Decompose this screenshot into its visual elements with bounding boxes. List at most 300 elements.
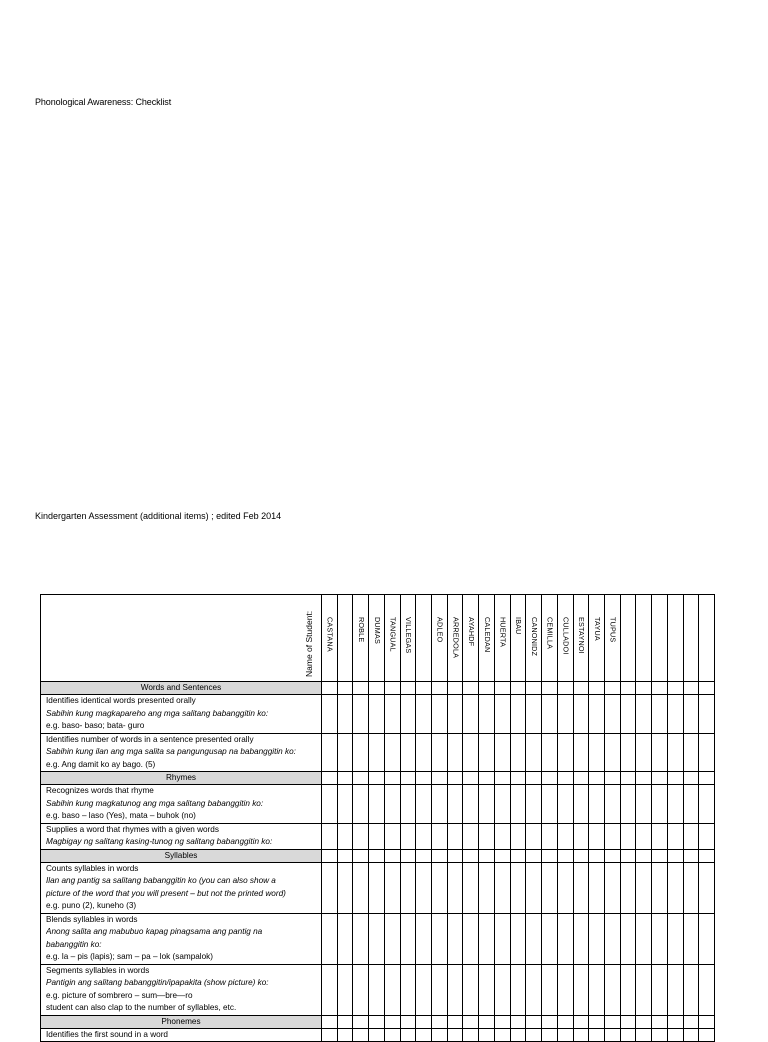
check-cell[interactable] [384, 823, 400, 849]
blank-cell [557, 849, 573, 862]
check-cell[interactable] [573, 913, 589, 964]
blank-cell [526, 1015, 542, 1028]
check-cell[interactable] [400, 913, 416, 964]
check-cell[interactable] [557, 964, 573, 1015]
criterion-text: Supplies a word that rhymes with a given words [46, 824, 219, 834]
student-name: ESTAYNOI [577, 617, 587, 654]
check-cell[interactable] [494, 695, 510, 734]
check-cell[interactable] [620, 785, 636, 824]
blank-cell [322, 682, 338, 695]
student-column-3 [353, 595, 369, 682]
blank-cell [510, 1015, 526, 1028]
blank-cell [604, 772, 620, 785]
check-cell[interactable] [652, 964, 668, 1015]
check-cell[interactable] [683, 964, 699, 1015]
check-cell[interactable] [620, 1028, 636, 1042]
check-cell[interactable] [510, 862, 526, 913]
check-cell[interactable] [667, 1028, 683, 1042]
blank-cell [636, 772, 652, 785]
check-cell[interactable] [369, 964, 385, 1015]
check-cell[interactable] [620, 695, 636, 734]
check-cell[interactable] [322, 695, 338, 734]
check-cell[interactable] [573, 1028, 589, 1042]
criterion-text: e.g. puno (2), kuneho (3) [46, 901, 137, 910]
student-column-25 [699, 595, 715, 682]
check-cell[interactable] [620, 964, 636, 1015]
blank-cell [589, 1015, 605, 1028]
check-cell[interactable] [526, 964, 542, 1015]
check-cell[interactable] [384, 913, 400, 964]
check-cell[interactable] [636, 785, 652, 824]
check-cell[interactable] [636, 823, 652, 849]
check-cell[interactable] [589, 823, 605, 849]
check-cell[interactable] [463, 964, 479, 1015]
check-cell[interactable] [620, 862, 636, 913]
check-cell[interactable] [400, 862, 416, 913]
check-cell[interactable] [447, 785, 463, 824]
check-cell[interactable] [337, 785, 353, 824]
blank-cell [447, 849, 463, 862]
check-cell[interactable] [432, 964, 448, 1015]
check-cell[interactable] [369, 1028, 385, 1042]
check-cell[interactable] [667, 733, 683, 772]
check-cell[interactable] [604, 862, 620, 913]
blank-cell [510, 849, 526, 862]
blank-cell [416, 682, 432, 695]
student-name: DUMAS [372, 617, 382, 644]
check-cell[interactable] [604, 1028, 620, 1042]
check-cell[interactable] [652, 823, 668, 849]
check-cell[interactable] [416, 695, 432, 734]
check-cell[interactable] [494, 733, 510, 772]
check-cell[interactable] [542, 1028, 558, 1042]
check-cell[interactable] [479, 913, 495, 964]
criterion-text: Identifies the first sound in a word [46, 1029, 168, 1039]
blank-cell [683, 1015, 699, 1028]
student-column-12 [494, 595, 510, 682]
check-cell[interactable] [573, 823, 589, 849]
check-cell[interactable] [652, 695, 668, 734]
check-cell[interactable] [353, 695, 369, 734]
check-cell[interactable] [416, 785, 432, 824]
check-cell[interactable] [636, 964, 652, 1015]
blank-cell [463, 849, 479, 862]
check-cell[interactable] [400, 823, 416, 849]
blank-cell [353, 849, 369, 862]
check-cell[interactable] [494, 964, 510, 1015]
student-column-18 [589, 595, 605, 682]
criterion-text: e.g. Ang damit ko ay bago. (5) [46, 759, 156, 769]
blank-cell [447, 1015, 463, 1028]
check-cell[interactable] [432, 913, 448, 964]
check-cell[interactable] [494, 1028, 510, 1042]
tagalog-instruction: babanggitin ko: [46, 939, 102, 949]
check-cell[interactable] [416, 733, 432, 772]
check-cell[interactable] [573, 785, 589, 824]
check-cell[interactable] [636, 1028, 652, 1042]
check-cell[interactable] [400, 733, 416, 772]
section-row [41, 772, 715, 785]
check-cell[interactable] [479, 733, 495, 772]
check-cell[interactable] [463, 862, 479, 913]
check-cell[interactable] [526, 1028, 542, 1042]
check-cell[interactable] [667, 913, 683, 964]
check-cell[interactable] [463, 733, 479, 772]
check-cell[interactable] [447, 1028, 463, 1042]
blank-cell [557, 682, 573, 695]
check-cell[interactable] [573, 862, 589, 913]
blank-cell [620, 682, 636, 695]
check-cell[interactable] [447, 913, 463, 964]
check-cell[interactable] [542, 964, 558, 1015]
check-cell[interactable] [557, 785, 573, 824]
student-header-row [41, 595, 715, 682]
check-cell[interactable] [400, 695, 416, 734]
check-cell[interactable] [542, 862, 558, 913]
check-cell[interactable] [589, 1028, 605, 1042]
criterion-row [41, 964, 715, 1015]
check-cell[interactable] [432, 785, 448, 824]
section-row [41, 1015, 715, 1028]
student-column-5 [384, 595, 400, 682]
criterion-cell [41, 913, 322, 964]
check-cell[interactable] [416, 913, 432, 964]
check-cell[interactable] [447, 964, 463, 1015]
blank-cell [667, 772, 683, 785]
blank-cell [432, 682, 448, 695]
section-heading: Words and Sentences [41, 682, 322, 695]
check-cell[interactable] [683, 823, 699, 849]
check-cell[interactable] [322, 1028, 338, 1042]
check-cell[interactable] [667, 823, 683, 849]
student-name: TAYUA [592, 617, 602, 641]
check-cell[interactable] [369, 695, 385, 734]
blank-cell [620, 849, 636, 862]
blank-cell [432, 1015, 448, 1028]
check-cell[interactable] [447, 733, 463, 772]
blank-cell [416, 849, 432, 862]
check-cell[interactable] [636, 913, 652, 964]
check-cell[interactable] [494, 862, 510, 913]
check-cell[interactable] [573, 964, 589, 1015]
check-cell[interactable] [526, 785, 542, 824]
criterion-text: Segments syllables in words [46, 965, 150, 975]
check-cell[interactable] [479, 695, 495, 734]
criterion-cell [41, 862, 322, 913]
check-cell[interactable] [384, 695, 400, 734]
blank-cell [683, 682, 699, 695]
check-cell[interactable] [479, 862, 495, 913]
blank-cell [557, 772, 573, 785]
blank-cell [494, 682, 510, 695]
check-cell[interactable] [636, 733, 652, 772]
check-cell[interactable] [510, 913, 526, 964]
check-cell[interactable] [620, 733, 636, 772]
check-cell[interactable] [353, 823, 369, 849]
check-cell[interactable] [557, 1028, 573, 1042]
criterion-row [41, 913, 715, 964]
check-cell[interactable] [432, 1028, 448, 1042]
blank-cell [604, 1015, 620, 1028]
blank-cell [494, 1015, 510, 1028]
section-row [41, 682, 715, 695]
student-column-7 [416, 595, 432, 682]
criterion-text: Identifies number of words in a sentence presented orally [46, 734, 254, 744]
check-cell[interactable] [353, 913, 369, 964]
blank-cell [683, 849, 699, 862]
check-cell[interactable] [322, 823, 338, 849]
check-cell[interactable] [557, 823, 573, 849]
student-column-24 [683, 595, 699, 682]
check-cell[interactable] [337, 823, 353, 849]
check-cell[interactable] [463, 823, 479, 849]
check-cell[interactable] [589, 862, 605, 913]
student-column-13 [510, 595, 526, 682]
criterion-text: Recognizes words that rhyme [46, 786, 154, 795]
check-cell[interactable] [604, 695, 620, 734]
blank-cell [447, 682, 463, 695]
check-cell[interactable] [369, 862, 385, 913]
check-cell[interactable] [589, 733, 605, 772]
student-column-23 [667, 595, 683, 682]
check-cell[interactable] [526, 733, 542, 772]
check-cell[interactable] [510, 785, 526, 824]
check-cell[interactable] [699, 823, 715, 849]
check-cell[interactable] [636, 862, 652, 913]
check-cell[interactable] [479, 823, 495, 849]
blank-cell [479, 772, 495, 785]
blank-cell [322, 849, 338, 862]
student-column-1 [322, 595, 338, 682]
blank-cell [400, 1015, 416, 1028]
check-cell[interactable] [432, 733, 448, 772]
check-cell[interactable] [479, 1028, 495, 1042]
check-cell[interactable] [667, 785, 683, 824]
section-heading: Syllables [41, 849, 322, 862]
blank-cell [652, 772, 668, 785]
check-cell[interactable] [699, 695, 715, 734]
check-cell[interactable] [557, 733, 573, 772]
check-cell[interactable] [542, 733, 558, 772]
criterion-cell [41, 695, 322, 734]
check-cell[interactable] [542, 695, 558, 734]
check-cell[interactable] [620, 913, 636, 964]
check-cell[interactable] [683, 733, 699, 772]
check-cell[interactable] [510, 733, 526, 772]
check-cell[interactable] [322, 862, 338, 913]
check-cell[interactable] [604, 785, 620, 824]
check-cell[interactable] [337, 695, 353, 734]
check-cell[interactable] [400, 1028, 416, 1042]
check-cell[interactable] [683, 862, 699, 913]
check-cell[interactable] [432, 695, 448, 734]
check-cell[interactable] [510, 695, 526, 734]
check-cell[interactable] [652, 913, 668, 964]
check-cell[interactable] [353, 964, 369, 1015]
check-cell[interactable] [463, 913, 479, 964]
check-cell[interactable] [589, 695, 605, 734]
blank-cell [369, 682, 385, 695]
blank-cell [667, 1015, 683, 1028]
student-column-16 [557, 595, 573, 682]
check-cell[interactable] [526, 823, 542, 849]
check-cell[interactable] [683, 1028, 699, 1042]
student-column-22 [652, 595, 668, 682]
check-cell[interactable] [494, 785, 510, 824]
student-column-20 [620, 595, 636, 682]
blank-cell [447, 772, 463, 785]
criterion-cell [41, 785, 322, 824]
blank-cell [479, 1015, 495, 1028]
check-cell[interactable] [620, 823, 636, 849]
check-cell[interactable] [353, 862, 369, 913]
criterion-cell [41, 733, 322, 772]
check-cell[interactable] [432, 862, 448, 913]
check-cell[interactable] [589, 964, 605, 1015]
check-cell[interactable] [699, 862, 715, 913]
check-cell[interactable] [589, 913, 605, 964]
check-cell[interactable] [400, 785, 416, 824]
check-cell[interactable] [667, 964, 683, 1015]
criterion-row [41, 823, 715, 849]
check-cell[interactable] [494, 913, 510, 964]
blank-cell [494, 772, 510, 785]
check-cell[interactable] [384, 964, 400, 1015]
check-cell[interactable] [322, 733, 338, 772]
check-cell[interactable] [322, 785, 338, 824]
criterion-text: Blends syllables in words [46, 914, 138, 924]
student-column-10 [463, 595, 479, 682]
blank-cell [463, 772, 479, 785]
tagalog-instruction: Magbigay ng salitang kasing-tunog ng salitang babanggitin ko: [46, 837, 273, 846]
check-cell[interactable] [526, 862, 542, 913]
check-cell[interactable] [369, 823, 385, 849]
blank-cell [353, 1015, 369, 1028]
check-cell[interactable] [463, 1028, 479, 1042]
check-cell[interactable] [589, 785, 605, 824]
check-cell[interactable] [416, 964, 432, 1015]
check-cell[interactable] [542, 823, 558, 849]
check-cell[interactable] [384, 1028, 400, 1042]
check-cell[interactable] [604, 913, 620, 964]
check-cell[interactable] [337, 733, 353, 772]
check-cell[interactable] [384, 785, 400, 824]
check-cell[interactable] [494, 823, 510, 849]
check-cell[interactable] [337, 913, 353, 964]
criterion-row [41, 695, 715, 734]
check-cell[interactable] [652, 733, 668, 772]
check-cell[interactable] [463, 695, 479, 734]
check-cell[interactable] [699, 913, 715, 964]
student-name: CALEDAN [482, 617, 492, 653]
check-cell[interactable] [683, 913, 699, 964]
check-cell[interactable] [337, 862, 353, 913]
blank-cell [400, 849, 416, 862]
check-cell[interactable] [353, 785, 369, 824]
name-of-student-label: Name of Student: [303, 610, 314, 677]
check-cell[interactable] [463, 785, 479, 824]
criterion-text: e.g. baso – laso (Yes), mata – buhok (no) [46, 811, 196, 820]
criterion-cell [41, 823, 322, 849]
check-cell[interactable] [557, 913, 573, 964]
check-cell[interactable] [510, 823, 526, 849]
check-cell[interactable] [416, 823, 432, 849]
check-cell[interactable] [384, 862, 400, 913]
check-cell[interactable] [479, 785, 495, 824]
student-name: ROBLE [357, 617, 367, 643]
check-cell[interactable] [683, 785, 699, 824]
check-cell[interactable] [573, 733, 589, 772]
check-cell[interactable] [542, 785, 558, 824]
check-cell[interactable] [667, 862, 683, 913]
blank-cell [384, 682, 400, 695]
check-cell[interactable] [526, 695, 542, 734]
check-cell[interactable] [322, 964, 338, 1015]
check-cell[interactable] [510, 964, 526, 1015]
blank-cell [432, 772, 448, 785]
check-cell[interactable] [400, 964, 416, 1015]
check-cell[interactable] [699, 1028, 715, 1042]
blank-cell [369, 849, 385, 862]
blank-cell [667, 682, 683, 695]
check-cell[interactable] [447, 823, 463, 849]
check-cell[interactable] [652, 862, 668, 913]
check-cell[interactable] [652, 1028, 668, 1042]
check-cell[interactable] [699, 785, 715, 824]
student-column-4 [369, 595, 385, 682]
check-cell[interactable] [699, 964, 715, 1015]
check-cell[interactable] [369, 913, 385, 964]
check-cell[interactable] [526, 913, 542, 964]
check-cell[interactable] [604, 823, 620, 849]
check-cell[interactable] [416, 862, 432, 913]
blank-cell [589, 849, 605, 862]
check-cell[interactable] [652, 785, 668, 824]
check-cell[interactable] [447, 695, 463, 734]
check-cell[interactable] [557, 695, 573, 734]
blank-cell [699, 682, 715, 695]
check-cell[interactable] [667, 695, 683, 734]
check-cell[interactable] [542, 913, 558, 964]
criterion-text: e.g. baso- baso; bata- guro [46, 721, 145, 730]
check-cell[interactable] [369, 733, 385, 772]
check-cell[interactable] [604, 964, 620, 1015]
student-name: CEMILLA [545, 617, 555, 650]
check-cell[interactable] [353, 733, 369, 772]
check-cell[interactable] [699, 733, 715, 772]
check-cell[interactable] [447, 862, 463, 913]
check-cell[interactable] [322, 913, 338, 964]
check-cell[interactable] [510, 1028, 526, 1042]
check-cell[interactable] [683, 695, 699, 734]
check-cell[interactable] [557, 862, 573, 913]
check-cell[interactable] [636, 695, 652, 734]
check-cell[interactable] [353, 1028, 369, 1042]
check-cell[interactable] [337, 964, 353, 1015]
name-header-cell [41, 595, 322, 682]
check-cell[interactable] [384, 733, 400, 772]
check-cell[interactable] [479, 964, 495, 1015]
check-cell[interactable] [573, 695, 589, 734]
check-cell[interactable] [416, 1028, 432, 1042]
student-column-15 [542, 595, 558, 682]
check-cell[interactable] [432, 823, 448, 849]
blank-cell [542, 682, 558, 695]
blank-cell [636, 682, 652, 695]
check-cell[interactable] [604, 733, 620, 772]
check-cell[interactable] [369, 785, 385, 824]
check-cell[interactable] [337, 1028, 353, 1042]
